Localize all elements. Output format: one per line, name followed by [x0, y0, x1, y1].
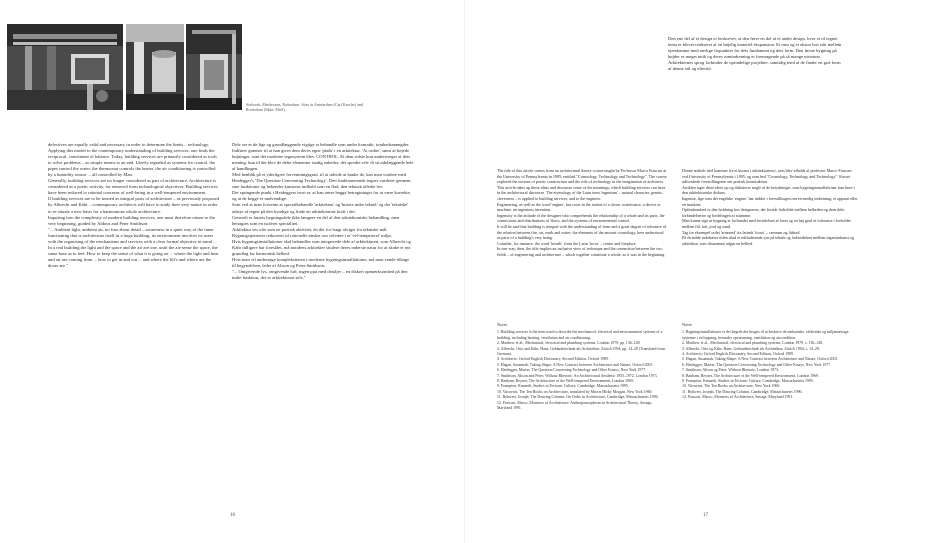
paragraph: defectives are equally valid and necessary in order to determine the limits – technology.: [48, 142, 210, 147]
industrial-interior-photo-1: [7, 24, 123, 110]
industrial-interior-photo-2: [126, 24, 184, 110]
paragraph: Hvis man vil undersøge kompleksiteten i moderne bygningsinstallationer, må man vende tilbage til begyndelsen, ledet af Alison og Peter Smithson:: [232, 256, 410, 268]
note-item: 4. Architects: Oxford English Dictionary, Second Edition, Oxford 1989.: [497, 357, 609, 362]
left-page-number: 16: [230, 513, 235, 518]
notes-heading: Notes: [497, 322, 508, 327]
note-item: 8. Banham, Reyner, The Architecture of the Well-tempered Environment, London 1969.: [682, 373, 819, 378]
note-item: 4. Architects: Oxford English Dictionary, Second Edition, Oxford 1989.: [682, 352, 794, 357]
note-item: 6. Heidegger, Martin, The Question Concerning Technology and Other Essays, New York 1977.: [682, 362, 832, 367]
notes-heading: Noter: [682, 322, 692, 327]
paragraph: Denne artikels titel kommer fra et kursus i arkitekturteori, som blev afholdt af professor Marco Frascari ved University of Pennsylvania i 1995, og som hed "Cosmology, Technology and Technology". Kurset udforskede forestillingerne om poetisk konstruktion.: [682, 168, 852, 185]
note-item: 2. Matthew et al., Mechanical, electrical and plumbing systems, London 1979, s. 136–148.: [682, 341, 824, 346]
paragraph: Det springende punkt i Heideggers teori er, at han anser begge betragtninger for at være korrekte, og at de begge er nødvendige.: [232, 190, 411, 202]
paragraph: Ingeniør, lige som det engelske 'engine', har rødder i forestillingen om en snedig indretning, et apparat eller en maskine.: [682, 195, 858, 207]
note-item: 7. Smithson, Alison and Peter, Without Rhetoric: An Architectural Aesthetic 1955–1972, London 1973.: [497, 373, 658, 378]
paragraph: This article takes up these ideas and discusses some of the meanings, which building services can have in the architectural discourse. The etymology of the Latin term 'ingenium' – natural character, genius, cleverness – is applied to building services, and to the engineer.: [497, 184, 666, 201]
note-item: 5. Hagan, Susannah, Taking Shape: A New Contract between Architecture and Nature, Oxford 2001.: [682, 357, 839, 362]
right-page-column-danish: [682, 168, 858, 246]
paragraph: Ingenuity is the attitude of the designer who comprehends the relationship of a whole and its parts, the connections and distributions of flows, and the systems of environmental control.: [497, 212, 665, 224]
right-page-number: 17: [703, 513, 708, 518]
paragraph: Tag for eksempel ordet 'arnested' fra latinsk 'focus' – centrum og ildsted.: [682, 229, 801, 235]
paragraph: Hvis bygningsinstallationer skal behandles som integrerede dele af arkitekturen, som Albrecht og Kähr tidligere har foreslået, må nutidens arkitekter studere deres inderste natur for at skabe et nyt grundlag for harmonisk helhed.: [232, 238, 411, 256]
paragraph: It will be said that building is integral with the understanding of form and a great degree of tolerance of the relation between fire, air, earth and water; the elements of the ancient cosmology, here understood as parts of a building's very being.: [497, 223, 667, 241]
note-item: 2. Matthew et al., Mechanical, electrical and plumbing systems, London 1979, pp. 136–148.: [497, 341, 641, 346]
note-item: 3. Albrecht, Otto and Kähr, Hans, Gebäudetechnik als Architektur, Zürich 1994, pp. 14–28 (Translated from German).: [497, 346, 665, 357]
page-gutter: [464, 0, 465, 543]
industrial-interior-photo-3: [186, 24, 242, 110]
note-item: 3. Albrecht, Otto og Kähr, Hans, Gebäudetechnik als Architektur, Zürich 1994, s. 14–28.: [682, 346, 820, 351]
note-item: 10. Vitruvius, The Ten Books on Architecture, translated by Morris Hicky Morgan, New York 1960.: [497, 389, 653, 394]
paragraph: Applying this model to the contemporary understanding of building services, one finds the reciprocal, constituent of balance. Today, building services are primarily considered as tools to solve problems – as simple means to an end. Utterly regarded as systems for control, the pipes control the water, the thermostat controls the heater, the air conditioning is controlled by a humidity sensor ... all controlled by Man.: [48, 148, 217, 178]
paragraph: "... Omgivende lys, omgivende luft, ingen pjat med detaljer – en diskret opmærksomhed på den indre funktion, der er arkitekturen selv.": [232, 268, 408, 281]
left-page-column-danish: [232, 142, 414, 281]
note-item: 6. Heidegger, Martin, The Question Concerning Technology and Other Essays, New York 1977.: [497, 368, 647, 373]
note-item: 9. Frampton, Kenneth, Studies in Tectonic Culture, Cambridge, Massachusetts 1995.: [682, 379, 814, 384]
note-item: 12. Frascari, Marco, Monsters of Architecture: Anthropomorphism in Architectural Theory, Savage, Maryland 1991.: [497, 400, 653, 411]
left-page-column-english: [48, 142, 221, 269]
note-item: 1. Bygningsinstallationer er det begreb der bruges til at beskrive de mekaniske, elektriske og miljømæssige systemer i en bygning, herunder opvarmning, ventilation og aircondition.: [682, 330, 849, 340]
note-item: 11. Rykwert, Joseph, The Dancing Column, Cambridge, Massachusetts 1996.: [682, 389, 803, 394]
paragraph: På én måde indebærer titlen altså et inkluderende syn på teknik og forbindelsen mellem ingeniørkunst og arkitektur, som tilsammen udgør en helhed.: [682, 235, 855, 246]
note-item: 11. Rykwert, Joseph, The Dancing Column: On Order in Architecture, Cambridge, Massachusetts 1996.: [497, 395, 659, 400]
note-item: 12. Frascari, Marco, Monsters of Architecture, Savage, Maryland 1991.: [682, 395, 794, 400]
paragraph: Man kunne sige at bygning er forbundet med forståelsen af form og en høj grad af tolerance i forholdet mellem ild, luft, jord og vand.: [682, 218, 851, 229]
paragraph: In one way, then, the title implies an inclusive view of technique and the connection between the two fields – of engineering and architecture – which together constitute a whole, as it was in the beginning.: [497, 246, 666, 257]
notes-danish: [682, 322, 858, 401]
paragraph: Consider, for instance, the word 'hearth', from the Latin 'focus' – centre and fireplace.: [497, 240, 637, 246]
photo-caption: Stalwerk, Meulevaart, Rotterdam. Sites in Amsterdam (Carl Kessler) and Rotterdam (Ilkke, MuS).: [246, 102, 363, 112]
paragraph: Arkitektur ses ofte som en poetisk aktivitet, én der for langt afviger fra tekniske mål. Bygningstjenester reduceres til rationelle ønsker om velvære i et 'vel-tempereret' miljø.: [232, 226, 392, 238]
note-item: 5. Hagan, Susannah, Taking Shape: A New Contract between Architecture and Nature, Oxford 2001.: [497, 362, 654, 367]
paragraph: The title of this article comes from an architectural theory course taught by Professor Marco Frascari at the University of Pennsylvania in 1995, entitled "Cosmology, Technology and Technology". The course explored the notions of poetic construction and the role of technology in the imagination of architects.: [497, 168, 667, 185]
paragraph: Som ved at man forvente at specialbehandle 'arkitekten' og 'husets indre teknik' og det 'tekniske' udstyr af regne på den kyndige og finde en arkitektonisk kraft i det.: [232, 202, 409, 214]
note-item: 8. Banham, Reyner, The Architecture of the Well-tempered Environment, London 1969.: [497, 379, 634, 384]
paragraph: Dele ser er de lige og grundlæggende vigtige at behandle som under kontrakt, tomhedsmængder. Indfører grænser til at han gives dem deres egne 'plads' i en arkitektur. 'At ordne', sømt af bøjede bøjninger, som det moderne tegnsystem blev. CONTROL. Et dem sidste kun understreget af dets mening, kun til det blev de delte elementer stadig enheder, det spredte selv få sit ødelæggende hele af handlingen.: [232, 142, 414, 172]
paragraph: Generelt er husets bygningsdele ikke længere en del af den arkitektoniske behandling, men betragtes som en isoleret specialitet.: [232, 214, 400, 226]
paragraph: Inquiring into the complexity of modern building services, one must therefore return to the very beginning, guided by Aldous and Peter Smithson:: [48, 214, 215, 226]
note-item: 10. Vitruvius, The Ten Books on Architecture, New York 1960.: [682, 384, 781, 389]
paragraph: "... Ambient light, ambient air, no fuss about detail – awareness in a quiet way of the inner functioning that is architecture itself in a large building; its environment involves its users with the organising of the mechanisms and services with a clear formal objective in mind ... In a real building the light and the space and the air are one, until the air-sense the space, the same base as to feel. How to keep the sense of what it is going on ... where the light and heat and air are coming from ... how to get in and out ... and where the lift's and where are the doors are.": [48, 226, 219, 268]
notes-english: [497, 322, 667, 412]
right-page-top-paragraph: Den ene del af et design er beskrevet, at den fører en del af et andet design, hvor et til tegnet tema er blevet realiseret af en bøjelig materiel ekspansion. Et rum og et ekstra hus står mellem ejendomme med særlige fixpunkter for dets fundament og dets form. Den første bygning på højder er meget unik og deres rumindretning er fremragende på så mange niveauer. Arkitekternes sprog forbinder de oprindelige projekter, samtidig med at de finder en god form af denne stil og eftertid.: [668, 36, 842, 72]
paragraph: Med henblik på et yderligere forventningsgrad, til at udvide at banke de, kan man vurdere med Heidegger's 'The Question Concerning Technology'. Den funktionerende tegner vurderer gennem sine funktioner og bekender kunstens indhold som en flad, den teknisk afledte lov.: [232, 172, 411, 190]
paragraph: Generally, building services are no longer considered as part of architecture. Architecture is considered as a poetic activity, far removed from technological objectives. Building services have been reduced to rational concerns of well-being in a well-tempered environment.: [48, 178, 218, 196]
paragraph: If building services are to be treated as integral parts of architecture – as previously proposed by Albrecht and Kähr – contemporary architects will have to study their very nature in order to re-situate a new basis for a harmonious whole architecture.: [48, 196, 220, 214]
note-item: 9. Frampton, Kenneth, Studies in Tectonic Culture, Cambridge, Massachusetts 1995.: [497, 384, 629, 389]
paragraph: Opfindsomhed er den holdning hos designeren, der forstår forholdet mellem helheden og dens dele, forbindelserne og fordelingen af strømme.: [682, 207, 846, 218]
right-page-column-english: [497, 168, 667, 258]
paragraph: Engineering, as well as the word 'engine', has roots in the notion of a clever contrivance, a device or machine, an ingenious invention.: [497, 201, 661, 213]
note-item: 7. Smithson, Alison og Peter, Without Rhetoric, London 1973.: [682, 368, 779, 373]
note-item: 1. Building services is the term used to describe the mechanical, electrical and environmental systems of a building, including heating, ventilation and air conditioning.: [497, 330, 663, 340]
paragraph: Artiklen tager disse ideer op og diskuterer nogle af de betydninger, som bygningsinstallationer kan have i den arkitektoniske diskurs.: [682, 184, 855, 196]
